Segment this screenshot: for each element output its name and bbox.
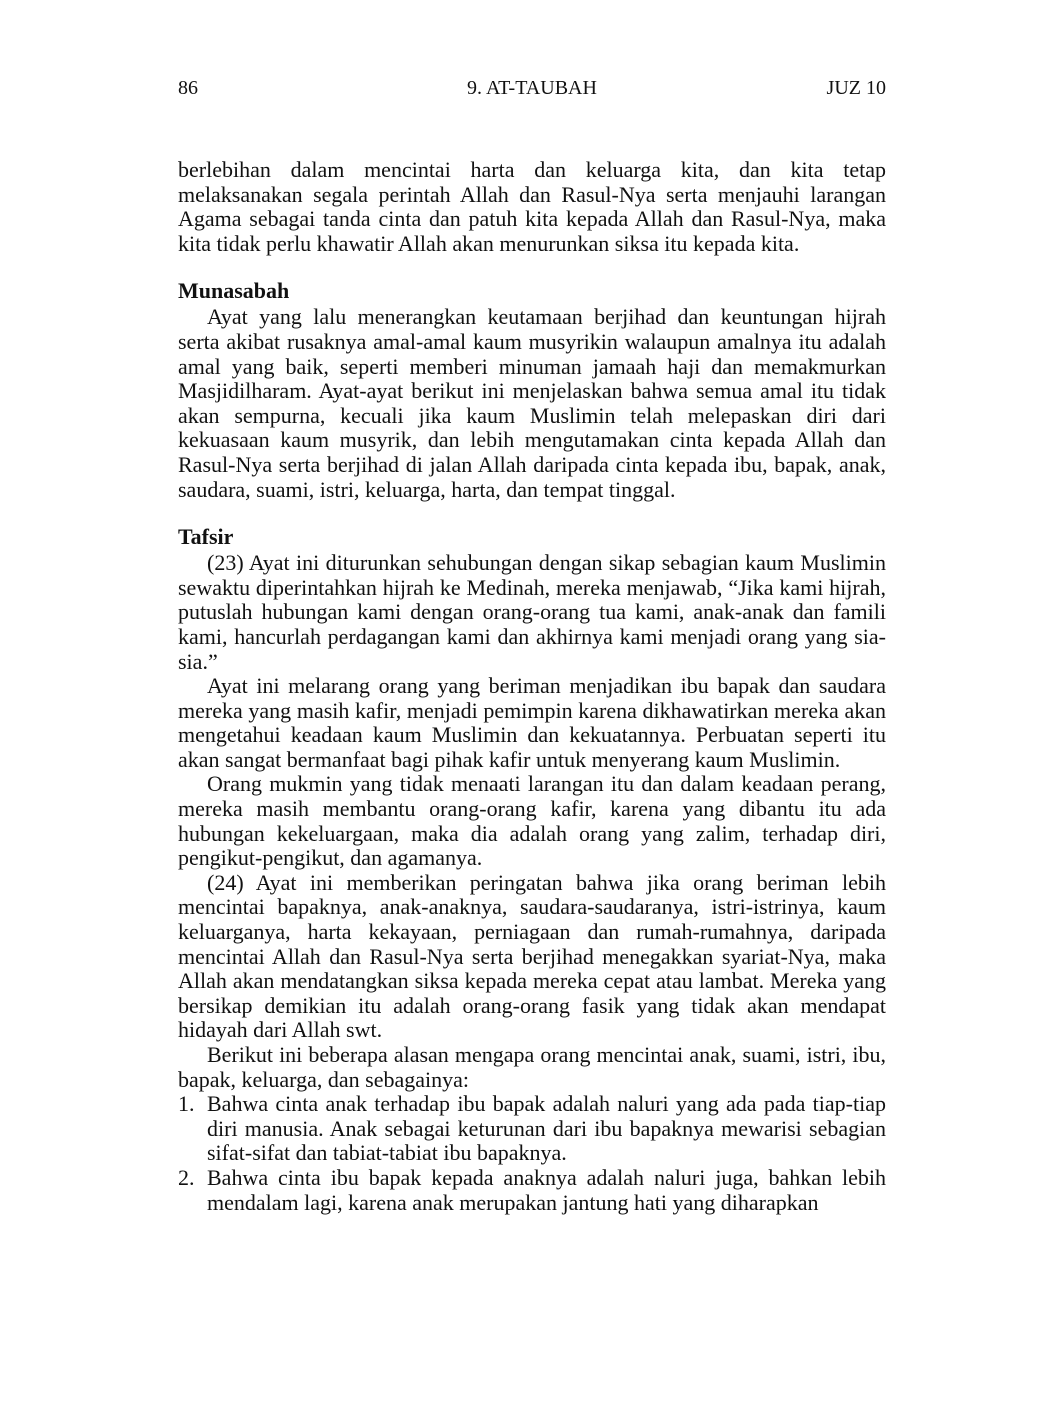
munasabah-paragraph: Ayat yang lalu menerangkan keutamaan berjihad dan keuntungan hijrah serta akibat rusaknya amal-amal kaum musyrikin walaupun amalnya itu adalah amal yang baik, seperti memberi minuman jamaah haji dan memakmurkan Masjidilharam. Ayat-ayat berikut ini menjelaskan bahwa semua amal itu tidak akan sempurna, kecuali jika kaum Muslimin telah melepaskan diri dari kekuasaan kaum musyrik, dan lebih mengutamakan cinta kepada Allah dan Rasul-Nya serta berjihad di jalan Allah daripada cinta kepada ibu, bapak, anak, saudara, suami, istri, keluarga, harta, dan tempat tinggal. (178, 304, 886, 502)
list-item-number: 1. (178, 1091, 195, 1117)
tafsir-paragraph-23: (23) Ayat ini diturunkan sehubungan dengan sikap sebagian kaum Muslimin sewaktu diperintahkan hijrah ke Medinah, mereka menjawab, “Jika kami hijrah, putuslah hubungan kami dengan orang-orang tua kami, anak-anak dan famili kami, hancurlah perdagangan kami dan akhirnya kami menjadi orang yang sia-sia.” (178, 550, 886, 674)
tafsir-paragraph-24: (24) Ayat ini memberikan peringatan bahwa jika orang beriman lebih mencintai bapaknya, anak-anaknya, saudara-saudaranya, istri-istrinya, kaum keluarganya, harta kekayaan, perniagaan dan rumah-rumahnya, daripada mencintai Allah dan Rasul-Nya serta berjihad menegakkan syariat-Nya, maka Allah akan mendatangkan siksa kepada mereka cepat atau lambat. Mereka yang bersikap demikian itu adalah orang-orang fasik yang tidak akan mendapat hidayah dari Allah swt. (178, 869, 886, 1043)
tafsir-paragraph: Orang mukmin yang tidak menaati larangan itu dan dalam keadaan perang, mereka masih membantu orang-orang kafir, karena yang dibantu itu ada hubungan kekeluargaan, maka dia adalah orang yang zalim, terhadap diri, pengikut-pengikut, dan agamanya. (178, 771, 886, 871)
list-item (178, 1092, 886, 1166)
page-number: 86 (178, 77, 198, 99)
tafsir-paragraph: Ayat ini melarang orang yang beriman menjadikan ibu bapak dan saudara mereka yang masih kafir, menjadi pemimpin karena dikhawatirkan mereka akan mengetahui keadaan kaum Muslimin dan kekuatannya. Perbuatan seperti itu akan sangat bermanfaat bagi pihak kafir untuk menyerang kaum Muslimin. (178, 673, 886, 772)
munasabah-heading: Munasabah (178, 278, 290, 304)
list-item-text: Bahwa cinta ibu bapak kepada anaknya adalah naluri juga, bahkan lebih mendalam lagi, karena anak merupakan jantung hati yang diharapkan (207, 1164, 886, 1215)
juz-label: JUZ 10 (826, 77, 886, 99)
tafsir-paragraph-reasons-intro: Berikut ini beberapa alasan mengapa orang mencintai anak, suami, istri, ibu, bapak, keluarga, dan sebagainya: (178, 1042, 886, 1092)
list-item (178, 1166, 886, 1215)
intro-paragraph: berlebihan dalam mencintai harta dan keluarga kita, dan kita tetap melaksanakan segala perintah Allah dan Rasul-Nya serta menjauhi larangan Agama sebagai tanda cinta dan patuh kita kepada Allah dan Rasul-Nya, maka kita tidak perlu khawatir Allah akan menurunkan siksa itu kepada kita. (178, 157, 886, 256)
chapter-title: 9. AT-TAUBAH (467, 77, 597, 99)
list-item-number: 2. (178, 1164, 195, 1190)
tafsir-heading: Tafsir (178, 524, 234, 550)
section-gap (178, 502, 886, 523)
running-header (178, 74, 886, 102)
section-gap (178, 256, 886, 277)
body-text (178, 158, 886, 1215)
list-item-text: Bahwa cinta anak terhadap ibu bapak adalah naluri yang ada pada tiap-tiap diri manusia. Anak sebagai keturunan dari ibu bapaknya mewarisi sebagian sifat-sifat dan tabiat-tabiat ibu bapaknya. (207, 1091, 886, 1166)
reasons-list (178, 1092, 886, 1215)
